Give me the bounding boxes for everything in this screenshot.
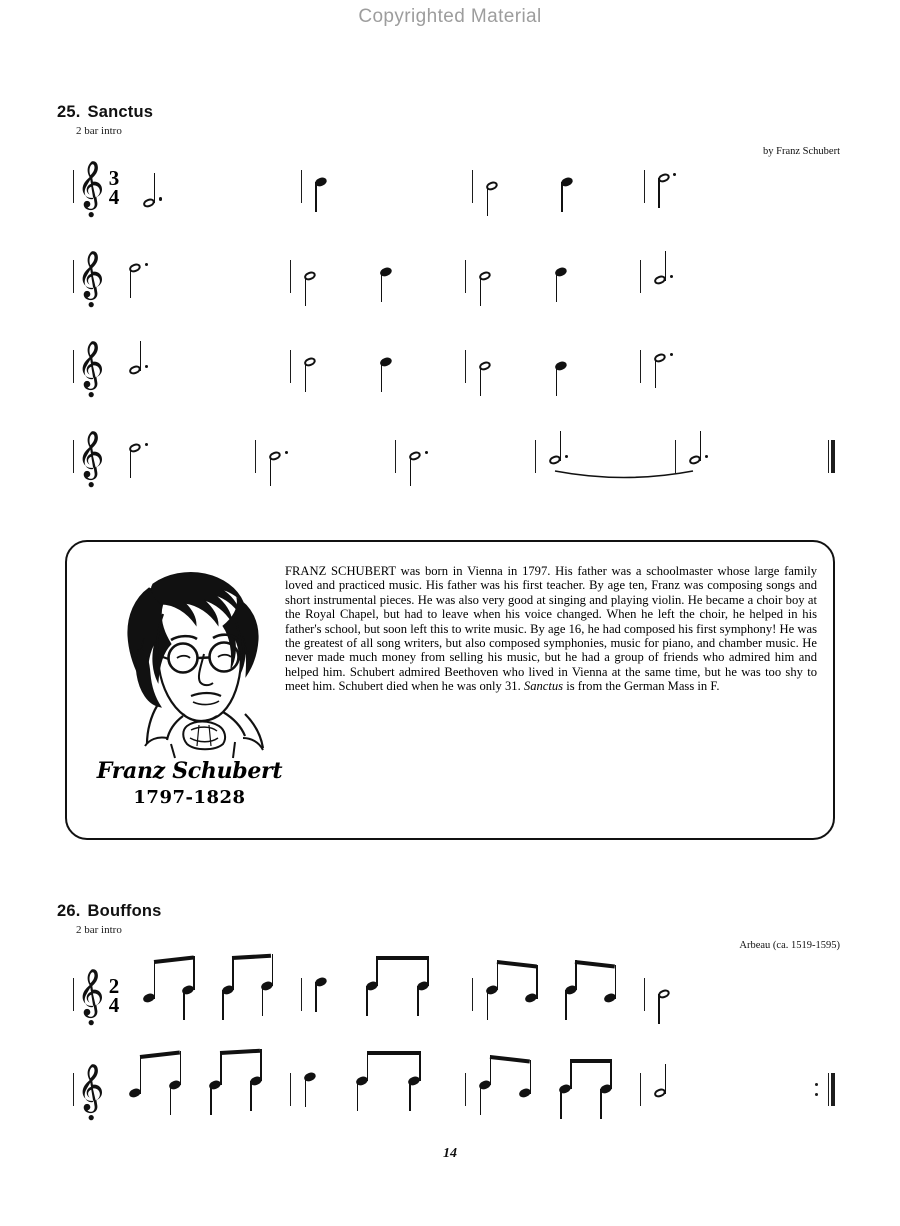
beam (153, 956, 193, 964)
song-name: Sanctus (87, 103, 154, 121)
augmentation-dot (145, 443, 148, 446)
note-stem (130, 268, 132, 298)
composer-biography (285, 564, 817, 694)
treble-clef-icon (77, 1062, 107, 1122)
composer-name: Franz Schubert (96, 758, 283, 784)
song-number: 26. (57, 902, 81, 920)
note-stem (357, 1081, 359, 1111)
note-stem (490, 1055, 492, 1085)
note-stem (700, 431, 702, 461)
note-stem (410, 456, 412, 486)
augmentation-dot (285, 451, 288, 454)
augmentation-dot (673, 173, 676, 176)
song-number: 25. (57, 103, 81, 121)
barline (640, 1073, 641, 1106)
note-stem (560, 431, 562, 461)
note-stem (530, 1060, 532, 1094)
composer-dates: 1797-1828 (133, 787, 246, 808)
barline (644, 978, 645, 1011)
note-stem (487, 186, 489, 216)
barline (465, 260, 466, 293)
staff-system-sanctus-1 (73, 162, 835, 208)
note-stem (232, 956, 234, 990)
intro-note-sanctus: 2 bar intro (76, 125, 122, 137)
barline (828, 440, 829, 473)
repeat-dot (815, 1083, 818, 1086)
barline (465, 350, 466, 383)
note-stem (556, 272, 558, 302)
biography-body: FRANZ SCHUBERT was born in Vienna in 1797. His father was a schoolmaster whose large family loved and practiced music. His father was his first teacher. By age ten, Franz was composing songs and short instrumental pieces. He was also very good at singing and playing violin. He became a choir boy at the Royal Chapel, but had to leave when his voice changed. When he left the choir, he helped in his father's school, but soon left this to write music. By age 16, he had composed his first symphony! He was the greatest of all song writers, but also composed symphonies, music for piano, and chamber music. He never made much money from selling his music, but he had a group of friends who admired him and helped him. Schubert admired Beethoven who lived in Vienna at the same time, but he was too shy to meet him. Schubert died when he was only 31. (285, 564, 817, 694)
note-stem (480, 1085, 482, 1115)
note-stem (315, 182, 317, 212)
barline (301, 978, 302, 1011)
augmentation-dot (670, 275, 673, 278)
attribution-bouffons: Arbeau (ca. 1519-1595) (739, 940, 840, 951)
augmentation-dot (145, 263, 148, 266)
staff-system-sanctus-2 (73, 252, 835, 298)
note-stem (427, 956, 429, 986)
staff-system-bouffons-1 (73, 970, 835, 1016)
beam (489, 1055, 530, 1063)
barline (640, 260, 641, 293)
note-stem (220, 1051, 222, 1085)
augmentation-dot (705, 455, 708, 458)
note-stem (658, 994, 660, 1024)
note-stem (409, 1081, 411, 1111)
note-stem (480, 366, 482, 396)
attribution-sanctus: by Franz Schubert (763, 146, 840, 157)
note-stem (170, 1085, 172, 1115)
barline (301, 170, 302, 203)
note-stem (600, 1089, 602, 1119)
barline (290, 260, 291, 293)
beam (496, 960, 536, 968)
staff-system-sanctus-3 (73, 342, 835, 388)
note-stem (560, 1089, 562, 1119)
note-stem (315, 982, 317, 1012)
note-stem (305, 1077, 307, 1107)
note-stem (154, 960, 156, 998)
tie (553, 469, 695, 485)
barline (73, 1073, 74, 1106)
note-stem (665, 251, 667, 281)
note-stem (305, 362, 307, 392)
biography-work-title: Sanctus (523, 679, 564, 694)
beam (376, 956, 427, 960)
note-stem (140, 341, 142, 371)
schubert-portrait (87, 554, 292, 759)
note-stem (262, 986, 264, 1016)
augmentation-dot (159, 197, 162, 200)
treble-clef-icon (77, 967, 107, 1027)
note-stem (183, 990, 185, 1020)
treble-clef-icon (77, 429, 107, 489)
copyright-watermark: Copyrighted Material (358, 6, 542, 27)
note-stem (366, 986, 368, 1016)
barline (465, 1073, 466, 1106)
treble-clef-icon (77, 339, 107, 399)
note-stem (140, 1055, 142, 1093)
treble-clef-icon (77, 249, 107, 309)
barline (255, 440, 256, 473)
treble-clef-icon (77, 159, 107, 219)
note-stem (272, 954, 274, 986)
note-stem (417, 986, 419, 1016)
note-stem (570, 1059, 572, 1089)
note-stem (305, 276, 307, 306)
barline (73, 350, 74, 383)
beam (367, 1051, 419, 1055)
note-stem (565, 990, 567, 1020)
song-name: Bouffons (87, 902, 162, 920)
page-number: 14 (443, 1146, 457, 1161)
song-title-bouffons (57, 902, 162, 921)
augmentation-dot (565, 455, 568, 458)
note-stem (260, 1049, 262, 1081)
barline-thick (831, 440, 835, 473)
barline (640, 350, 641, 383)
note-stem (381, 272, 383, 302)
note-stem (561, 182, 563, 212)
beam (232, 954, 272, 960)
intro-note-bouffons: 2 bar intro (76, 924, 122, 936)
note-stem (556, 366, 558, 396)
song-title-sanctus (57, 103, 153, 122)
note-stem (487, 990, 489, 1020)
note-stem (250, 1081, 252, 1111)
note-stem (376, 956, 378, 986)
note-stem (610, 1059, 612, 1089)
beam (575, 960, 615, 968)
note-stem (154, 173, 156, 203)
note-stem (180, 1051, 182, 1086)
note-stem (419, 1051, 421, 1081)
note-stem (222, 990, 224, 1020)
note-stem (615, 965, 617, 999)
barline (290, 1073, 291, 1106)
note-stem (655, 358, 657, 388)
note-stem (480, 276, 482, 306)
barline (644, 170, 645, 203)
barline (73, 440, 74, 473)
barline (535, 440, 536, 473)
biography-body-tail: is from the German Mass in F. (563, 679, 720, 694)
note-stem (497, 960, 499, 990)
time-signature: 2 4 (108, 973, 120, 1017)
repeat-dot (815, 1093, 818, 1096)
note-stem (665, 1064, 667, 1094)
staff-system-bouffons-2 (73, 1065, 835, 1111)
barline (828, 1073, 829, 1106)
barline (472, 978, 473, 1011)
note-stem (130, 448, 132, 478)
augmentation-dot (145, 365, 148, 368)
note-stem (367, 1051, 369, 1081)
note-stem (270, 456, 272, 486)
barline (290, 350, 291, 383)
note-stem (210, 1085, 212, 1115)
beam (570, 1059, 610, 1063)
barline (73, 978, 74, 1011)
note-stem (381, 362, 383, 392)
time-signature: 3 4 (108, 165, 120, 209)
note-stem (658, 178, 660, 208)
staff-system-sanctus-4 (73, 432, 835, 478)
augmentation-dot (670, 353, 673, 356)
note-stem (575, 960, 577, 990)
composer-info-box (65, 540, 835, 840)
beam (220, 1049, 260, 1055)
barline (395, 440, 396, 473)
note-stem (193, 956, 195, 991)
barline (73, 170, 74, 203)
note-stem (536, 965, 538, 999)
barline (73, 260, 74, 293)
augmentation-dot (425, 451, 428, 454)
barline (472, 170, 473, 203)
beam (139, 1051, 180, 1059)
barline-thick (831, 1073, 835, 1106)
